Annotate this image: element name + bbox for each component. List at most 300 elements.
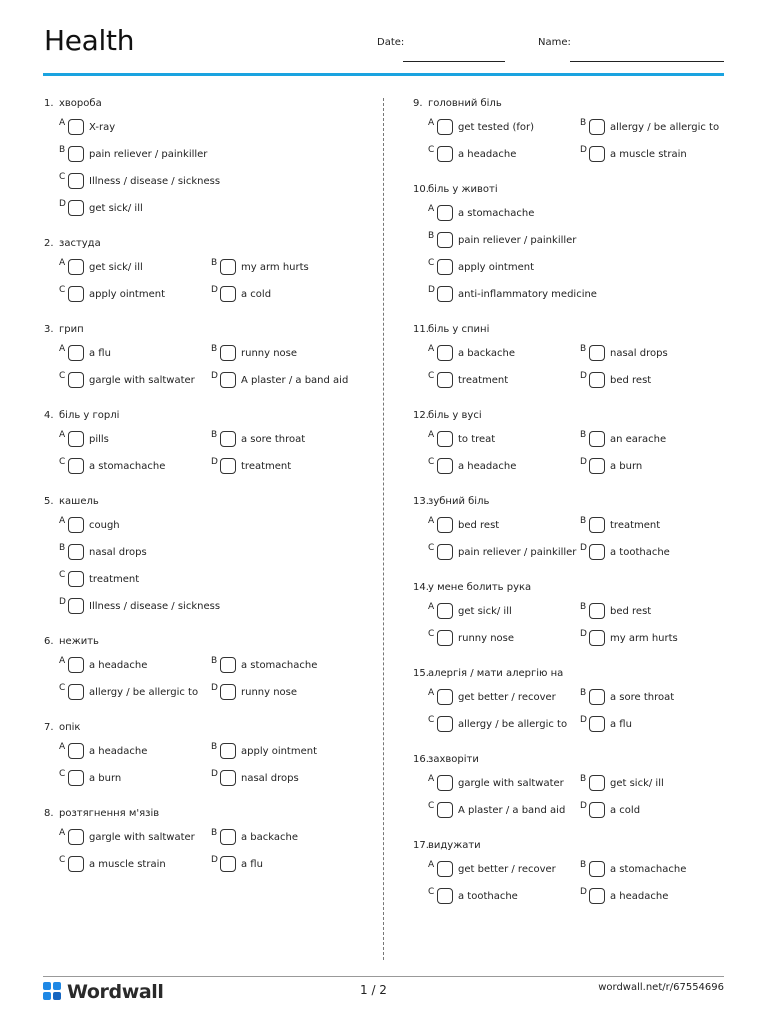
question-prompt: захворіти <box>428 754 479 765</box>
question-block <box>413 323 743 409</box>
option-text: pain reliever / painkiller <box>458 234 577 246</box>
answer-checkbox[interactable] <box>220 286 236 302</box>
answer-option[interactable] <box>428 343 515 363</box>
answer-checkbox[interactable] <box>68 458 84 474</box>
option-text: Illness / disease / sickness <box>89 600 221 612</box>
question-number: 4. <box>44 410 54 421</box>
option-text: get sick/ ill <box>89 261 143 273</box>
answer-option[interactable] <box>59 569 139 589</box>
question-block <box>44 409 374 495</box>
answer-checkbox[interactable] <box>220 431 236 447</box>
option-letter: A <box>428 118 435 128</box>
answer-checkbox[interactable] <box>220 657 236 673</box>
answer-option[interactable] <box>211 768 299 788</box>
answer-checkbox[interactable] <box>437 689 453 705</box>
answer-option[interactable] <box>211 456 291 476</box>
option-letter: A <box>428 860 435 870</box>
answer-checkbox[interactable] <box>68 119 84 135</box>
answer-checkbox[interactable] <box>220 856 236 872</box>
option-text: allergy / be allergic to <box>89 686 199 698</box>
question-prompt: нежить <box>59 636 99 647</box>
answer-option[interactable] <box>428 257 534 277</box>
answer-checkbox[interactable] <box>437 119 453 135</box>
answer-option[interactable] <box>59 117 115 137</box>
answer-option[interactable] <box>580 117 719 137</box>
question-title <box>44 807 374 821</box>
question-number: 5. <box>44 496 54 507</box>
question-title <box>413 495 743 509</box>
option-text: a flu <box>241 858 263 870</box>
question-title <box>44 323 374 337</box>
option-letter: B <box>580 430 587 440</box>
answer-checkbox[interactable] <box>437 205 453 221</box>
question-block <box>413 581 743 667</box>
option-text: get sick/ ill <box>610 777 664 789</box>
option-text: bed rest <box>610 374 652 386</box>
option-text: treatment <box>458 374 509 386</box>
question-prompt: зубний біль <box>428 496 490 507</box>
answer-option[interactable] <box>580 800 640 820</box>
answer-option[interactable] <box>59 456 165 476</box>
date-field-line[interactable] <box>403 61 505 62</box>
answer-checkbox[interactable] <box>589 119 605 135</box>
answer-option[interactable] <box>59 171 220 191</box>
question-block <box>413 753 743 839</box>
answer-checkbox[interactable] <box>437 431 453 447</box>
option-letter: D <box>211 285 218 295</box>
column-divider <box>383 98 384 960</box>
answer-checkbox[interactable] <box>589 603 605 619</box>
option-letter: A <box>428 516 435 526</box>
option-text: a cold <box>610 804 641 816</box>
answer-option[interactable] <box>59 655 147 675</box>
answer-option[interactable] <box>428 230 576 250</box>
answer-option[interactable] <box>580 144 687 164</box>
answer-checkbox[interactable] <box>68 829 84 845</box>
answer-option[interactable] <box>59 542 147 562</box>
option-letter: D <box>580 543 587 553</box>
option-letter: D <box>580 629 587 639</box>
question-title <box>44 409 374 423</box>
question-block <box>44 721 374 807</box>
question-title <box>44 495 374 509</box>
wordwall-logo-icon <box>43 982 63 1002</box>
answer-option[interactable] <box>428 601 512 621</box>
answer-option[interactable] <box>59 827 195 847</box>
answer-checkbox[interactable] <box>589 802 605 818</box>
answer-checkbox[interactable] <box>220 684 236 700</box>
answer-option[interactable] <box>59 515 120 535</box>
option-letter: B <box>211 430 218 440</box>
answer-option[interactable] <box>428 117 534 137</box>
option-text: apply ointment <box>241 745 318 757</box>
answer-checkbox[interactable] <box>68 571 84 587</box>
option-letter: D <box>580 715 587 725</box>
answer-checkbox[interactable] <box>589 716 605 732</box>
option-text: treatment <box>89 573 140 585</box>
option-letter: C <box>59 683 66 693</box>
answer-checkbox[interactable] <box>68 286 84 302</box>
answer-checkbox[interactable] <box>437 232 453 248</box>
answer-checkbox[interactable] <box>68 259 84 275</box>
right-question-column <box>413 97 743 925</box>
option-text: runny nose <box>241 686 298 698</box>
option-text: get tested (for) <box>458 121 535 133</box>
answer-checkbox[interactable] <box>589 888 605 904</box>
option-letter: D <box>211 371 218 381</box>
option-letter: D <box>211 683 218 693</box>
answer-option[interactable] <box>428 859 556 879</box>
answer-checkbox[interactable] <box>589 146 605 162</box>
answer-option[interactable] <box>580 343 668 363</box>
answer-option[interactable] <box>211 655 317 675</box>
answer-checkbox[interactable] <box>437 603 453 619</box>
answer-checkbox[interactable] <box>589 689 605 705</box>
answer-checkbox[interactable] <box>437 630 453 646</box>
answer-checkbox[interactable] <box>437 716 453 732</box>
option-text: get better / recover <box>458 691 556 703</box>
answer-option[interactable] <box>59 854 166 874</box>
page-number: 1 / 2 <box>360 983 387 997</box>
answer-option[interactable] <box>59 198 143 218</box>
answer-option[interactable] <box>428 628 514 648</box>
answer-checkbox[interactable] <box>589 630 605 646</box>
answer-option[interactable] <box>59 682 198 702</box>
option-letter: B <box>211 344 218 354</box>
question-title <box>44 97 374 111</box>
option-letter: D <box>59 199 66 209</box>
option-letter: A <box>428 344 435 354</box>
question-block <box>44 807 374 893</box>
answer-checkbox[interactable] <box>68 173 84 189</box>
option-text: an earache <box>610 433 667 445</box>
question-number: 7. <box>44 722 54 733</box>
option-letter: C <box>428 145 435 155</box>
option-text: Illness / disease / sickness <box>89 175 221 187</box>
answer-checkbox[interactable] <box>589 517 605 533</box>
option-letter: A <box>59 656 66 666</box>
answer-option[interactable] <box>211 741 317 761</box>
answer-option[interactable] <box>428 370 508 390</box>
option-letter: D <box>580 371 587 381</box>
answer-option[interactable] <box>59 370 195 390</box>
answer-checkbox[interactable] <box>68 146 84 162</box>
answer-option[interactable] <box>580 859 686 879</box>
answer-checkbox[interactable] <box>437 544 453 560</box>
option-text: a headache <box>610 890 669 902</box>
answer-option[interactable] <box>211 682 297 702</box>
option-letter: C <box>59 769 66 779</box>
option-letter: A <box>428 204 435 214</box>
option-text: a muscle strain <box>610 148 687 160</box>
question-prompt: опік <box>59 722 81 733</box>
option-text: A plaster / a band aid <box>458 804 566 816</box>
answer-option[interactable] <box>580 515 660 535</box>
answer-checkbox[interactable] <box>68 372 84 388</box>
answer-option[interactable] <box>59 284 165 304</box>
left-question-column <box>44 97 374 893</box>
answer-option[interactable] <box>428 714 567 734</box>
answer-option[interactable] <box>211 284 271 304</box>
answer-checkbox[interactable] <box>437 888 453 904</box>
answer-checkbox[interactable] <box>220 770 236 786</box>
option-letter: B <box>580 602 587 612</box>
answer-checkbox[interactable] <box>437 458 453 474</box>
option-text: bed rest <box>458 519 500 531</box>
option-letter: A <box>428 774 435 784</box>
question-prompt: хвороба <box>59 98 102 109</box>
answer-checkbox[interactable] <box>437 372 453 388</box>
option-letter: D <box>580 145 587 155</box>
answer-option[interactable] <box>211 343 297 363</box>
question-number: 11. <box>413 324 429 335</box>
answer-checkbox[interactable] <box>589 458 605 474</box>
option-text: apply ointment <box>458 261 535 273</box>
option-letter: A <box>59 430 66 440</box>
answer-option[interactable] <box>59 343 111 363</box>
answer-option[interactable] <box>59 768 121 788</box>
question-block <box>44 635 374 721</box>
question-title <box>44 635 374 649</box>
answer-option[interactable] <box>428 800 565 820</box>
option-letter: B <box>428 231 435 241</box>
answer-option[interactable] <box>428 284 597 304</box>
date-label: Date: <box>377 37 405 48</box>
question-number: 15. <box>413 668 429 679</box>
question-title <box>413 667 743 681</box>
option-letter: C <box>428 629 435 639</box>
question-prompt: біль у горлі <box>59 410 120 421</box>
option-text: a headache <box>458 148 517 160</box>
option-letter: D <box>428 285 435 295</box>
option-letter: C <box>428 801 435 811</box>
answer-option[interactable] <box>211 257 309 277</box>
answer-option[interactable] <box>428 886 518 906</box>
answer-checkbox[interactable] <box>437 517 453 533</box>
question-title <box>413 839 743 853</box>
question-title <box>413 581 743 595</box>
option-letter: B <box>580 516 587 526</box>
answer-option[interactable] <box>211 429 305 449</box>
option-text: A plaster / a band aid <box>241 374 349 386</box>
answer-checkbox[interactable] <box>68 544 84 560</box>
question-block <box>413 183 743 323</box>
question-number: 3. <box>44 324 54 335</box>
option-letter: A <box>59 344 66 354</box>
name-field-line[interactable] <box>570 61 724 62</box>
answer-checkbox[interactable] <box>220 372 236 388</box>
question-block <box>413 97 743 183</box>
answer-option[interactable] <box>59 596 220 616</box>
question-title <box>413 323 743 337</box>
question-prompt: алергія / мати алергію на <box>428 668 564 679</box>
answer-option[interactable] <box>428 773 564 793</box>
question-number: 6. <box>44 636 54 647</box>
answer-checkbox[interactable] <box>437 146 453 162</box>
answer-checkbox[interactable] <box>220 458 236 474</box>
answer-checkbox[interactable] <box>220 259 236 275</box>
answer-option[interactable] <box>428 456 516 476</box>
answer-checkbox[interactable] <box>589 775 605 791</box>
source-url[interactable]: wordwall.net/r/67554696 <box>598 982 724 993</box>
question-block <box>44 323 374 409</box>
option-text: allergy / be allergic to <box>610 121 720 133</box>
answer-option[interactable] <box>580 628 678 648</box>
answer-checkbox[interactable] <box>589 861 605 877</box>
answer-option[interactable] <box>428 203 534 223</box>
option-text: get better / recover <box>458 863 556 875</box>
answer-checkbox[interactable] <box>437 286 453 302</box>
option-text: a burn <box>89 772 122 784</box>
page-title: Health <box>44 24 135 57</box>
answer-option[interactable] <box>428 515 499 535</box>
option-letter: A <box>59 742 66 752</box>
option-text: cough <box>89 519 120 531</box>
answer-option[interactable] <box>580 542 670 562</box>
option-letter: C <box>428 715 435 725</box>
option-text: a headache <box>458 460 517 472</box>
question-title <box>413 409 743 423</box>
question-prompt: видужати <box>428 840 481 851</box>
question-title <box>413 97 743 111</box>
question-prompt: застуда <box>59 238 101 249</box>
answer-checkbox[interactable] <box>68 684 84 700</box>
option-text: runny nose <box>241 347 298 359</box>
question-block <box>413 409 743 495</box>
option-text: a stomachache <box>89 460 166 472</box>
name-label: Name: <box>538 37 571 48</box>
option-text: a stomachache <box>241 659 318 671</box>
question-prompt: біль у животі <box>428 184 498 195</box>
answer-option[interactable] <box>211 854 263 874</box>
answer-option[interactable] <box>580 601 651 621</box>
answer-option[interactable] <box>428 542 576 562</box>
option-letter: A <box>59 828 66 838</box>
option-text: treatment <box>241 460 292 472</box>
option-text: a muscle strain <box>89 858 166 870</box>
answer-checkbox[interactable] <box>68 598 84 614</box>
answer-checkbox[interactable] <box>220 829 236 845</box>
answer-checkbox[interactable] <box>437 345 453 361</box>
answer-checkbox[interactable] <box>589 372 605 388</box>
answer-checkbox[interactable] <box>589 345 605 361</box>
answer-option[interactable] <box>59 741 147 761</box>
answer-option[interactable] <box>580 773 664 793</box>
answer-checkbox[interactable] <box>68 200 84 216</box>
option-letter: A <box>428 430 435 440</box>
option-letter: B <box>211 742 218 752</box>
option-text: a sore throat <box>610 691 675 703</box>
answer-option[interactable] <box>428 429 495 449</box>
option-text: runny nose <box>458 632 515 644</box>
answer-option[interactable] <box>59 257 143 277</box>
option-text: gargle with saltwater <box>458 777 564 789</box>
answer-checkbox[interactable] <box>68 657 84 673</box>
option-text: a flu <box>610 718 632 730</box>
option-letter: A <box>59 118 66 128</box>
question-prompt: грип <box>59 324 84 335</box>
answer-checkbox[interactable] <box>68 517 84 533</box>
answer-option[interactable] <box>580 456 642 476</box>
question-number: 12. <box>413 410 429 421</box>
answer-checkbox[interactable] <box>68 345 84 361</box>
answer-option[interactable] <box>428 687 556 707</box>
answer-option[interactable] <box>580 714 632 734</box>
answer-option[interactable] <box>580 370 651 390</box>
option-letter: A <box>59 258 66 268</box>
answer-option[interactable] <box>580 687 674 707</box>
option-letter: C <box>428 887 435 897</box>
question-prompt: кашель <box>59 496 99 507</box>
option-text: treatment <box>610 519 661 531</box>
question-prompt: біль у спині <box>428 324 490 335</box>
answer-option[interactable] <box>580 886 668 906</box>
answer-checkbox[interactable] <box>589 544 605 560</box>
option-letter: C <box>59 855 66 865</box>
question-number: 16. <box>413 754 429 765</box>
question-number: 14. <box>413 582 429 593</box>
footer-rule <box>43 976 724 977</box>
option-letter: C <box>428 457 435 467</box>
option-letter: B <box>59 145 66 155</box>
option-letter: D <box>580 801 587 811</box>
answer-option[interactable] <box>211 370 348 390</box>
question-number: 1. <box>44 98 54 109</box>
option-text: get sick/ ill <box>458 605 512 617</box>
answer-option[interactable] <box>59 429 109 449</box>
question-block <box>44 97 374 237</box>
answer-option[interactable] <box>59 144 207 164</box>
option-letter: A <box>59 516 66 526</box>
answer-checkbox[interactable] <box>589 431 605 447</box>
option-letter: D <box>211 457 218 467</box>
option-letter: D <box>59 597 66 607</box>
option-letter: B <box>211 258 218 268</box>
answer-checkbox[interactable] <box>437 802 453 818</box>
answer-checkbox[interactable] <box>437 775 453 791</box>
answer-checkbox[interactable] <box>68 856 84 872</box>
answer-checkbox[interactable] <box>68 431 84 447</box>
option-text: a headache <box>89 659 148 671</box>
option-letter: B <box>580 118 587 128</box>
option-text: a stomachache <box>610 863 687 875</box>
wordwall-logo[interactable] <box>43 981 164 1003</box>
answer-checkbox[interactable] <box>437 861 453 877</box>
question-number: 2. <box>44 238 54 249</box>
option-letter: B <box>211 828 218 838</box>
option-letter: D <box>211 855 218 865</box>
answer-option[interactable] <box>211 827 298 847</box>
answer-checkbox[interactable] <box>220 345 236 361</box>
option-text: a backache <box>241 831 299 843</box>
answer-checkbox[interactable] <box>220 743 236 759</box>
option-text: nasal drops <box>241 772 299 784</box>
answer-option[interactable] <box>428 144 516 164</box>
answer-checkbox[interactable] <box>437 259 453 275</box>
option-text: a toothache <box>458 890 518 902</box>
question-block <box>413 839 743 925</box>
answer-checkbox[interactable] <box>68 743 84 759</box>
option-text: a backache <box>458 347 516 359</box>
option-text: to treat <box>458 433 496 445</box>
answer-checkbox[interactable] <box>68 770 84 786</box>
option-text: nasal drops <box>89 546 147 558</box>
option-text: get sick/ ill <box>89 202 143 214</box>
question-prompt: біль у вусі <box>428 410 482 421</box>
option-letter: C <box>59 457 66 467</box>
answer-option[interactable] <box>580 429 666 449</box>
option-letter: B <box>580 860 587 870</box>
